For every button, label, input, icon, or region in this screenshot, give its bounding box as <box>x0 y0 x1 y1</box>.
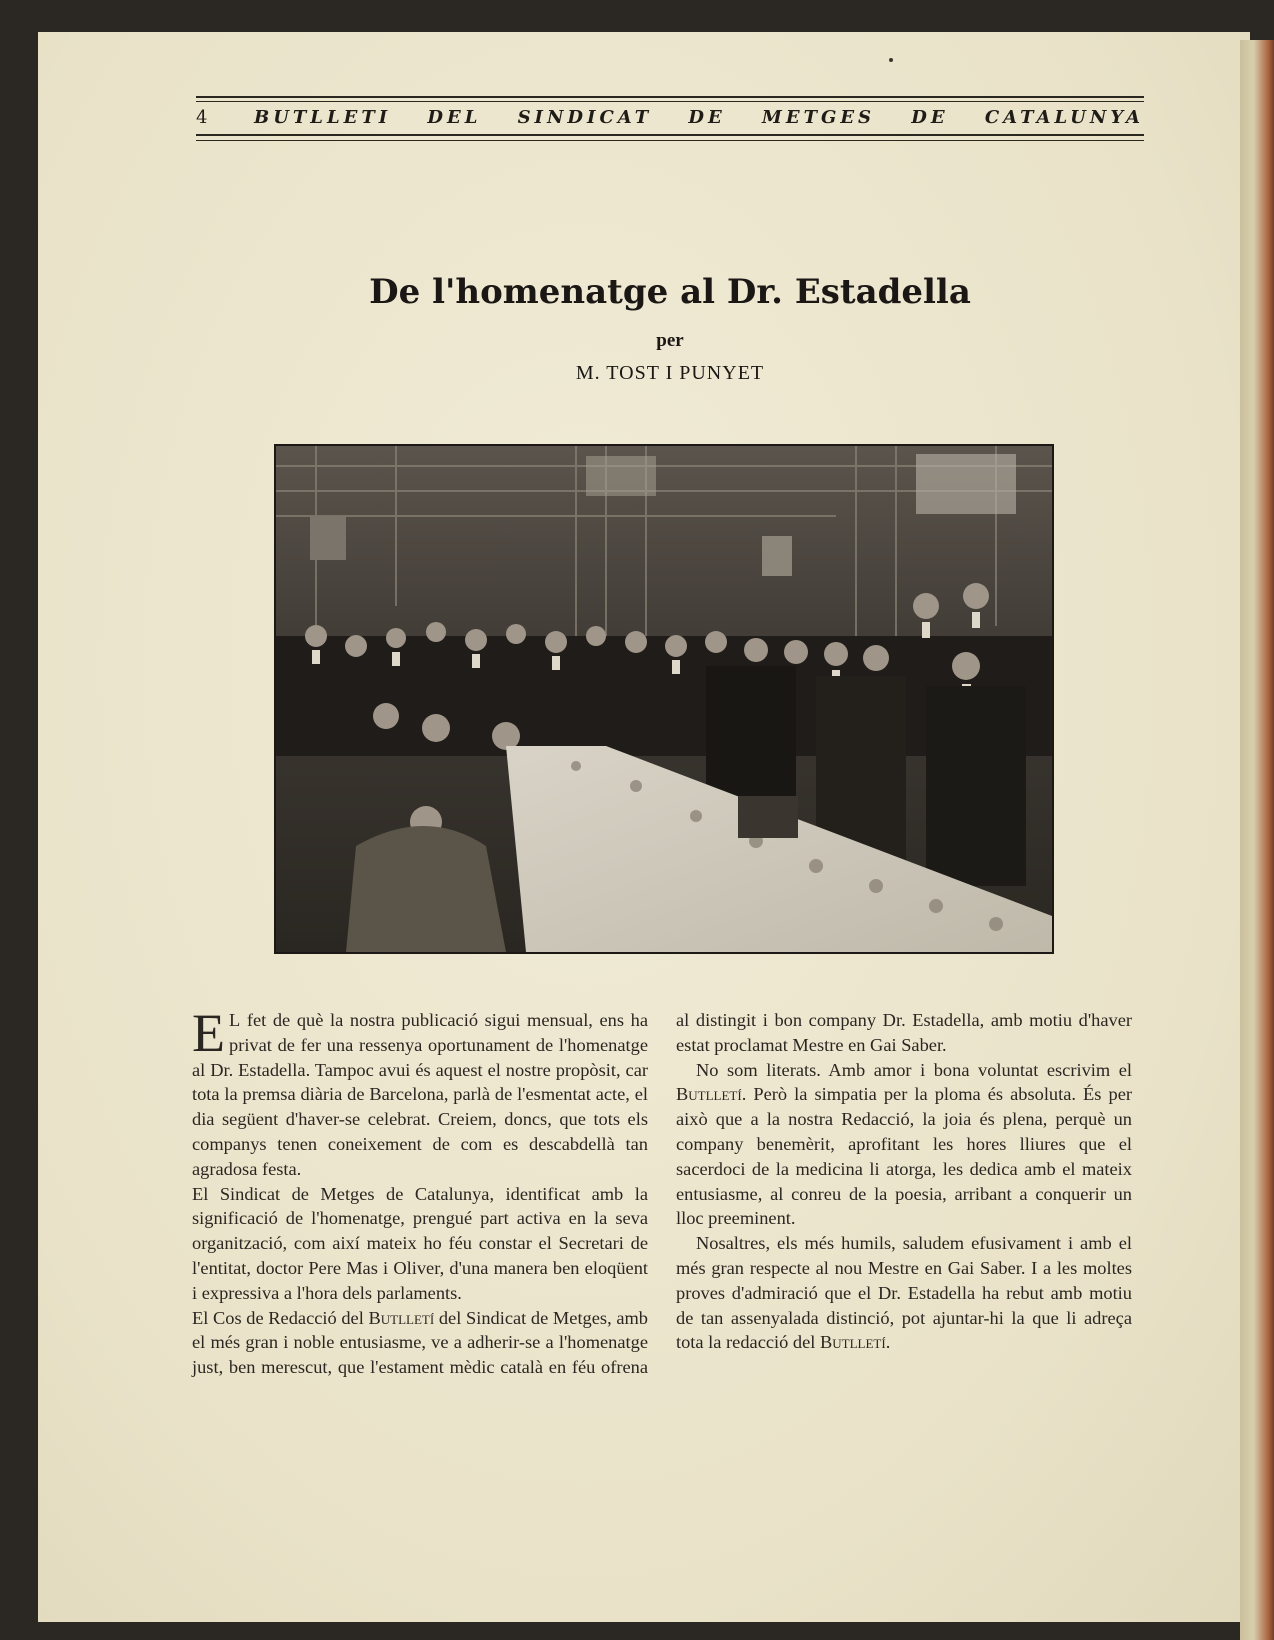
running-title-word: METGES <box>761 107 876 128</box>
page-number: 4 <box>196 107 208 128</box>
paragraph-text: No som literats. Amb amor i bona voluntat escrivim el <box>696 1059 1132 1080</box>
running-title-word: DE <box>688 107 726 128</box>
paragraph <box>676 1231 1132 1355</box>
running-title <box>254 107 1144 128</box>
paragraph-text: del Sindicat de Metges, amb el més gran i noble entusiasme, ve a adherir-se a l'homenatge just, ben merescut, que l'estament mèdic català en féu ofrena al distingit i bon company Dr. Estadella, amb motiu d'haver estat proclamat Mestre en Gai Saber. <box>192 1010 1132 1378</box>
paragraph-text: . <box>885 1332 891 1353</box>
running-title-word: DE <box>911 107 949 128</box>
header-rule-bottom <box>196 134 1144 136</box>
running-title-word: CATALUNYA <box>984 107 1144 128</box>
running-title-word: DEL <box>427 107 482 128</box>
paragraph-text: El Cos de Redacció del <box>192 1307 369 1328</box>
banquet-photograph-icon <box>276 446 1052 952</box>
publication-name: Butlletí <box>676 1084 742 1105</box>
paragraph <box>676 1058 1132 1232</box>
paragraph-text: fet de què la nostra publicació sigui mensual, ens ha privat de fer una ressenya oportunament de l'homenatge al Dr. Estadella. Tampoc avui és aquest el nostre propòsit, car tota la premsa diària de Barcelona, parlà de l'esmentat acte, el dia següent d'haver-se celebrat. Creiem, doncs, que tots els companys tenen coneixement de com es descabdellà tan agradosa festa. <box>192 1010 648 1179</box>
running-title-word: SINDICAT <box>517 107 653 128</box>
running-header <box>196 107 1144 131</box>
paragraph: El Sindicat de Metges de Catalunya, identificat amb la significació de l'homenatge, prengué part activa en la seva organització, com així mateix ho féu constar el Secretari de l'entitat, doctor Pere Mas i Oliver, d'una manera ben eloqüent i expressiva a l'hora dels parlaments. <box>192 1183 648 1303</box>
ink-speck <box>889 58 893 62</box>
header-rule-bottom-inner <box>196 140 1144 141</box>
paragraph-text: Nosaltres, els més humils, saludem efusivament i amb el més gran respecte al nou Mestre en Gai Saber. I a les moltes proves d'admiració que el Dr. Estadella ha rebut amb motiu de tan assenyalada distinció, pot ajuntar-hi la que li adreça tota la redacció del <box>676 1233 1132 1353</box>
running-title-word: BUTLLETI <box>254 107 392 128</box>
article-title: De l'homenatge al Dr. Estadella <box>369 272 971 312</box>
lead-in: L <box>229 1010 241 1030</box>
publication-name: Butlletí <box>819 1332 886 1353</box>
book-spine-edge <box>1240 40 1274 1640</box>
paragraph-text: . Però la simpatia per la ploma és absoluta. És per això que a la nostra Redacció, la joia és plena, perquè un company benemèrit, aprofitant les hores lliures que el sacerdoci de la medicina li atorga, les dedica amb el mateix entusiasme, al conreu de la poesia, arribant a conquerir un lloc preeminent. <box>676 1084 1132 1229</box>
publication-name: Butlletí <box>368 1307 435 1328</box>
header-rule-top <box>196 96 1144 98</box>
banquet-photo <box>274 444 1054 954</box>
byline-prefix: per <box>656 330 684 351</box>
drop-cap: E <box>192 1003 225 1063</box>
byline-author: M. TOST I PUNYET <box>575 362 765 384</box>
article-body <box>192 1003 1132 1428</box>
header-rule-top-inner <box>196 101 1144 102</box>
paragraph <box>192 1003 648 1182</box>
